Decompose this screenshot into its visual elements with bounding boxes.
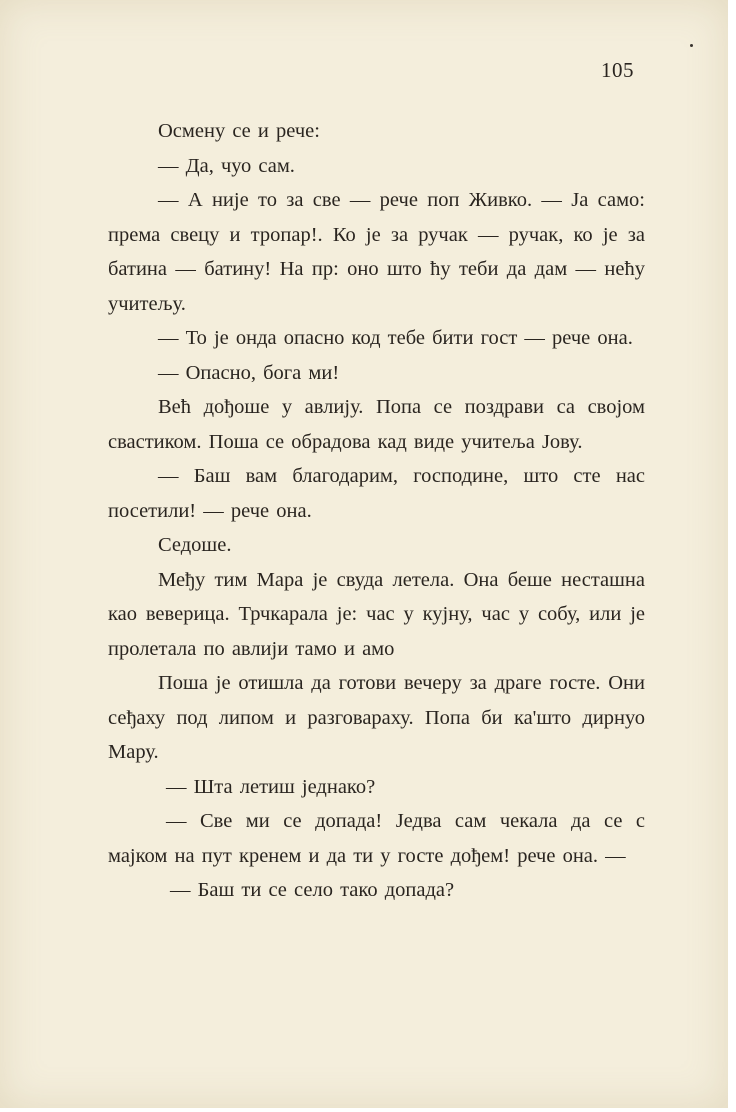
paragraph: — Баш ти се село тако допада? bbox=[170, 879, 455, 901]
paragraph: — Све ми се допада! Једва сам чекала да се с мајком на пут кренем и да ти у госте дођем! рече она. — bbox=[108, 810, 645, 867]
paragraph: Осмену се и рече: bbox=[158, 120, 320, 142]
paragraph: Поша је отишла да готови вечеру за драге госте. Они сеђаху под липом и разговараху. Попа би ка'што дирнуо Мару. bbox=[108, 672, 645, 763]
page-body-text bbox=[108, 114, 645, 908]
paragraph: Већ дођоше у авлију. Попа се поздрави са својом свастиком. Поша се обрадова кад виде учитеља Јову. bbox=[108, 396, 645, 453]
paragraph: — То је онда опасно код тебе бити гост — рече она. bbox=[158, 327, 633, 349]
paragraph: Седоше. bbox=[158, 534, 232, 556]
paragraph: — Шта летиш једнако? bbox=[166, 775, 376, 798]
page-number: 105 bbox=[601, 58, 634, 82]
paragraph: — Баш вам благодарим, господине, што сте нас посетили! — рече она. bbox=[108, 465, 645, 522]
paragraph: — Да, чуо сам. bbox=[158, 154, 295, 177]
paragraph: — Опасно, бога ми! bbox=[158, 361, 340, 384]
paragraph: — А није то за све — рече поп Живко. — Ја само: према свецу и тропар!. Ко је за ручак — ручак, ко је за батина — батину! На пр: оно што ћу теби да дам — нећу учитељу. bbox=[108, 189, 645, 315]
paragraph: Међу тим Мара је свуда летела. Она беше несташна као веверица. Трчкарала је: час у кујну, час у собу, или је пролетала по авлији тамо и амо bbox=[108, 568, 645, 660]
paper-speck bbox=[690, 44, 693, 47]
